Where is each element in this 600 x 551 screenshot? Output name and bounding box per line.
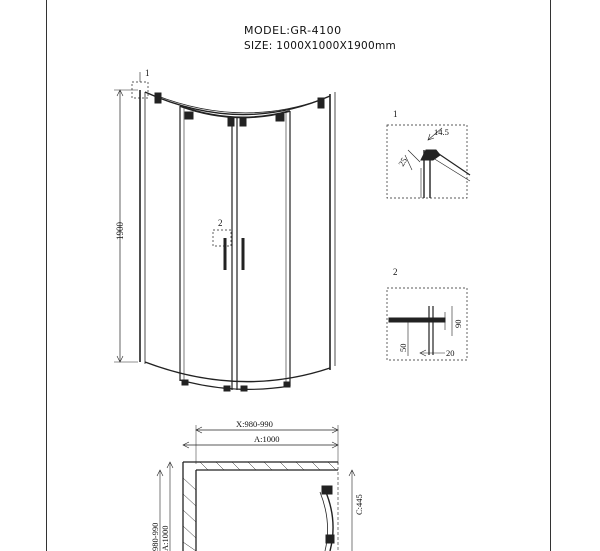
callout-2-label: 2	[218, 218, 223, 228]
plan-width-adjust: X:980-990	[236, 419, 273, 429]
model-label: MODEL:GR-4100	[244, 24, 342, 37]
detail-1-dim-top: 14.5	[434, 127, 449, 137]
detail-2-dim-left: 50	[398, 343, 408, 352]
front-view	[114, 72, 335, 391]
detail-2-dim-bottom: 20	[446, 348, 455, 358]
detail-2-dim-right: 90	[453, 319, 463, 328]
detail-1-title: 1	[393, 109, 398, 119]
detail-2-title: 2	[393, 267, 398, 277]
plan-depth-total: A:1000	[160, 525, 170, 551]
callout-1-label: 1	[145, 68, 150, 78]
plan-width-total: A:1000	[254, 434, 280, 444]
size-label: SIZE: 1000X1000X1900mm	[244, 40, 397, 52]
plan-door-opening: C:445	[354, 494, 364, 515]
height-dimension: 1900	[115, 222, 125, 240]
plan-depth-adjust: 980-990	[150, 522, 160, 551]
detail-1-dim-angle: 25	[396, 155, 409, 168]
